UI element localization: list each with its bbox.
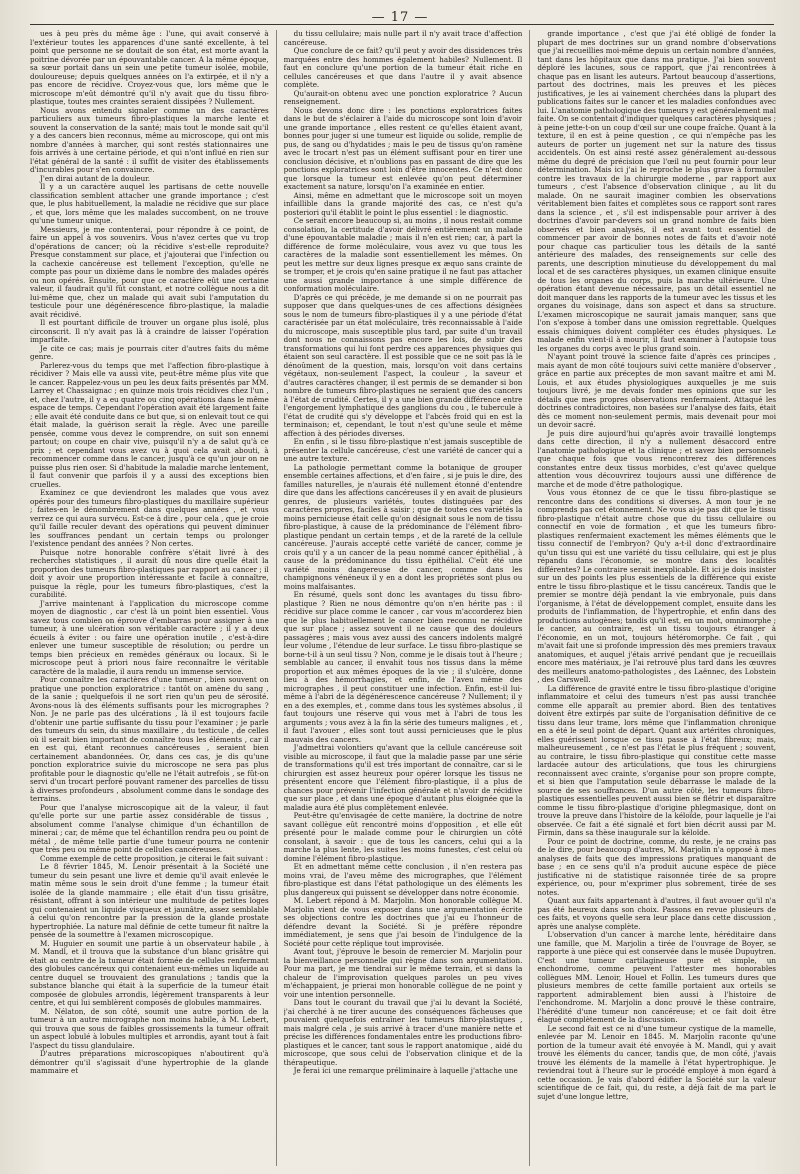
paragraph: Je cite ce cas; mais je pourrais citer d'autres faits du même genre. — [30, 343, 269, 361]
paragraph: Qu'aurait-on obtenu avec une ponction exploratrice ? Aucun renseignement. — [283, 88, 523, 106]
paragraph: J'en dirai autant de la douleur. — [40, 173, 151, 183]
column-divider — [529, 30, 530, 1166]
paragraph: M. Lebert répond à M. Marjolin. Mon honorable collègue M. Marjolin vient de vous exposer dans une argumentation écrite ses objections contre les doctrines que j'ai eu l'honneur de défendre devant la Société. Si je préfère répondre immédiatement, je sens que j'ai besoin de l'indulgence de la Société pour cette réplique tout improvisée. — [283, 896, 523, 948]
paragraph: La différence de gravité entre le tissu fibro-plastique d'origine inflammatoire et celui des tumeurs n'est pas aussi tranchée comme elle apparaît au premier abord. Bien des tentatives doivent être extirpés par suite de l'organisation définitive de ce tissu dans leur trame, lors même que l'inflammation chronique en a été le seul point de départ. Quant aux artérites chroniques, elles guérissent lorsque ce tissu passe à l'état fibreux; mais, malheureusement , ce n'est pas l'état le plus fréquent ; souvent, au contraire, le tissu fibro-plastique qui constitue cette masse lardacée autour des articulations, que tous les chirurgiens reconnaissent avec crainte, s'organise pour son propre compte, et si bien que l'amputation seule débarrasse le malade de la source de ses souffrances. D'un autre côté, les tumeurs fibro-plastiques essentielles peuvent aussi bien se flétrir et disparaître comme le tissu fibro-plastique d'origine phlegmasique, dont on trouve la preuve dans l'histoire de la kéloïde, pour laquelle je l'ai observée. Ce fait a été signalé et fort bien décrit aussi par M. Firmin, dans sa thèse inaugurale sur la kéloïde. — [537, 683, 776, 837]
paragraph: Quant aux faits appartenant à d'autres, il faut avouer qu'il n'a pas été heureux dans son choix. Passons en revue plusieurs de ces faits, et voyons quelle sera leur place dans cette discussion , après une analyse complète. — [537, 896, 776, 931]
column-middle — [284, 30, 523, 1166]
paragraph: ues à peu près du même âge : l'une, qui avait conservé à l'extérieur toutes les apparences d'une santé excellente, à tel point que personne ne se doutait de son état, est morte avant la poitrine dévorée par un épouvantable cancer. A la même époque, sa sœur portait dans un sein une petite tumeur isolée, mobile, douloureuse; depuis quelques années on l'a extirpée, et il n'y a pas encore de récidive. Croyez-vous que, lors même que le microscope m'eût démontré qu'il n'y avait que du tissu fibro-plastique, toutes mes craintes seraient dissipées ? Nullement. — [30, 30, 269, 106]
header-rule — [30, 24, 774, 25]
paragraph: grande importance , c'est que j'ai été obligé de fonder la plupart de mes doctrines sur un grand nombre d'observations que j'ai recueillies moi-même depuis un certain nombre d'années, tant dans les hôpitaux que dans ma pratique. J'ai bien souvent déploré les lacunes, sous ce rapport, que j'ai rencontrées à chaque pas en lisant les auteurs. Partout beaucoup d'assertions, partout des doctrines, mais les preuves et les pièces justificatives, je les ai vainement cherchées dans la plupart des publications faites sur le cancer et les maladies confondues avec lui. L'anatomie pathologique des tumeurs y est généralement mal faite. On se contentait d'indiquer quelques caractères physiques ; à peine jette-t-on un coup d'œil sur une coupe fraîche. Quant à la texture, il en est à peine question , ce qui n'empêche pas les auteurs de porter un jugement net sur la nature des tissus accidentels. On est ainsi resté assez généralement au-dessous même du degré de précision que l'œil nu peut fournir pour leur détermination. Mais ici j'ai le reproche le plus grave à formuler contre les travaux de la chirurgie moderne , par rapport aux tumeurs , c'est l'absence d'observation clinique , au lit du malade. On ne saurait imaginer combien les observations véritablement bien faites et complètes sous ce rapport sont rares dans la science , et , s'il est indispensable pour arriver à des doctrines d'avoir par-devers soi un grand nombre de faits bien observés et bien analysés, il est avant tout essentiel de commencer par avoir de bonnes notes de faits et d'avoir noté pour chaque cas particulier tous les détails de la santé antérieure des malades, des renseignements sur celle des parents, une description minutieuse du développement du mal local et de ses caractères physiques, un examen clinique ensuite de tous les organes du corps, puis la marche ultérieure. Une opération étant devenue nécessaire, pas un détail essentiel ne doit manquer dans les rapports de la tumeur avec les tissus et les organes du voisinage, dans son aspect et dans sa structure. L'examen microscopique ne saurait jamais manquer, sans que l'on s'expose à tomber dans une omission regrettable. Quelques essais chimiques doivent compléter ces études physiques. Le malade enfin vient-il à mourir, il faut examiner à l'autopsie tous les organes du corps avec le plus grand soin. — [537, 30, 776, 353]
paragraph: Peut-être qu'envisagée de cette manière, la doctrine de notre savant collègue eût rencontré moins d'opposition , et elle eût présenté pour le malade comme pour le chirurgien un côté consolant, à savoir : que de tous les cancers, celui qui a la marche la plus lente, les suites les moins funestes, c'est celui où domine l'élément fibro-plastique. — [283, 811, 523, 863]
paragraph: N'ayant point trouvé la science faite d'après ces principes , mais ayant de mon côté toujours suivi cette manière d'observer , grâce en partie aux préceptes de mon savant maître et ami M. Louis, et aux études physiologiques auxquelles je me suis toujours livré, je me devais fonder mes opinions que sur les détails que mes propres observations renfermaient. Attaqué les doctrines contradictoires, non basées sur l'analyse des faits, était dès ce moment non-seulement permis, mais devenait pour moi un devoir sacré. — [537, 352, 776, 429]
paragraph: Pour connaître les caractères d'une tumeur , bien souvent on pratique une ponction exploratrice : tantôt on amène du sang , de la sanie ; quelquefois il ne sort rien qu'un peu de sérosité. Avons-nous là des éléments suffisants pour les micrographes ? Non. Je ne parle pas des ulcérations , là il est toujours facile d'obtenir une partie suffisante du tissu pour l'examiner ; je parle des tumeurs du sein, du sinus maxillaire , du testicule , de celles où il serait bien important de connaître tous les éléments , car il en est qui, étant reconnues cancéreuses , seraient bien certainement abandonnées. Or, dans ces cas, je dis qu'une ponction exploratrice suivie du microscope ne sera pas plus profitable pour le diagnostic qu'elle ne l'était autrefois , se fût-on servi d'un trocart perforé pouvant ramener des parcelles de tissu à diverses profondeurs , absolument comme dans le sondage des terrains. — [30, 675, 269, 803]
paragraph: Vous vous étonnez de ce que le tissu fibro-plastique se rencontre dans des conditions si diverses. A mon tour je ne comprends pas cet étonnement. Ne vous ai-je pas dit que le tissu fibro-plastique n'était autre chose que du tissu cellulaire ou connectif en voie de formation , et que les tumeurs fibro-plastiques renfermaient exactement les mêmes éléments que le tissu connectif de l'embryon? Qu'y a-t-il donc d'extraordinaire qu'un tissu qui est une variété du tissu cellulaire, qui est je plus répandu dans l'économie, se montre dans des localités différentes? Le contraire serait inexplicable. Et ici je dois insister sur un des points les plus essentiels de la différence qui existe entre le tissu fibro-plastique et le tissu cancéreux. Tandis que le premier se montre déjà pendant la vie embryonale, puis dans l'organisme, à l'état de développement complet, ensuite dans les produits de l'inflammation, de l'hypertrophie, et enfin dans des productions autogènes; tandis qu'il est, en un mot, omnimorphe ; le cancer, au contraire, est un tissu toujours étranger à l'économie, en un mot, toujours hétéromorphe. Ce fait , qui m'avait fait une si profonde impression dès mes premiers travaux anatomiques, et auquel j'étais arrivé pendant que je recueillais encore mes matériaux, je l'ai retrouvé plus tard dans les œuvres des meilleurs anatomo-pathologistes , des Laënnec, des Lobstein , des Carswell. — [537, 488, 776, 684]
paragraph: En résumé, quels sont donc les avantages du tissu fibro-plastique ? Rien ne nous démontre qu'on n'en hérite pas : il récidive sur place comme le cancer , car vous m'accorderez bien que le plus habituellement le cancer bien reconnu ne récidive que sur place ; assez souvent il ne cause que des douleurs passagères ; mais vous avez aussi des cancers indolents malgré leur volume , l'étendue de leur surface. Le tissu fibro-plastique se borne-t-il à un seul tissu ? Non, comme je le disais tout à l'heure ; semblable au cancer, il envahit tous nos tissus dans la même proportion et aux mêmes époques de la vie ; il s'ulcère, donne lieu à des hémorrhagies, et enfin, de l'aveu même des micrographes , il peut constituer une infection. Enfin, est-il lui-même à l'abri de la dégénérescence cancéreuse ? Nullement; il y en a des exemples, et , comme dans tous les systèmes absolus , il faut toujours une réserve qui vous met à l'abri de tous les arguments ; vous avez à la fin la série des tumeurs malignes , et , il faut l'avouer , elles sont tout aussi pernicieuses que le plus mauvais des cancers. — [283, 590, 523, 744]
paragraph: Pour que l'analyse microscopique ait de la valeur, il faut qu'elle porte sur une partie assez considérable de tissus , absolument comme l'analyse chimique d'un échantillon de minerai ; car, de même que tel échantillon rendra peu ou point de métal , de même telle partie d'une tumeur pourra ne contenir que très peu ou même point de cellules cancéreuses. — [30, 802, 269, 854]
column-left — [30, 30, 269, 1166]
paragraph: Parlerez-vous du temps que met l'affection fibro-plastique à récidiver ? Mais elle va aussi vite, peut-être même plus vite que le cancer. Rappelez-vous un peu les deux faits présentés par MM. Larrey et Chassaignac ; en quinze mois trois récidives chez l'un , et, chez l'autre, il y a eu quatre ou cinq opérations dans le même espace de temps. Cependant l'opération avait été largement faite ; elle avait été conduite dans ce but que, si on enlevait tout ce qui était malade, la guérison serait la règle. Avec une pareille pensée, comme vous devez le comprendre, on suit son ennemi partout; on coupe en chair vive, puisqu'il n'y a de salut qu'à ce prix ; et cependant vous avez vu à quoi cela avait abouti, à recommencer comme dans le cancer, jusqu'à ce qu'un jour on ne puisse plus rien oser. Si d'habitude la maladie marche lentement, il faut convenir que parfois il y a aussi des exceptions bien cruelles. — [30, 360, 269, 489]
paragraph: Ce serait encore beaucoup si, au moins , il nous restait comme consolation, la certitude d'avoir délivré entièrement un malade d'une épouvantable maladie ; mais il n'en est rien; car, à part la différence de forme moléculaire, vous avez vu que tous les caractères de la maladie sont essentiellement les mêmes. On peut les mettre sur deux lignes presque ex æquo sans crainte de se tromper, et je crois qu'en saine pratique il ne faut pas attacher une aussi grande importance à une simple différence de conformation moléculaire. — [283, 216, 523, 293]
paragraph: Messieurs, je me contenterai, pour répondre à ce point, de faire un appel à vos souvenirs. Vous n'avez certes que vu trop d'opérations de cancer; où la récidive s'est-elle reproduite? Presque constamment sur place, et j'ajouterai que l'infection ou la cachexie cancéreuse est tellement l'exception, qu'elle ne compte pas pour un dixième dans le nombre des malades opérés ou non opérés. Ensuite, pour que ce caractère eût une certaine valeur, il faudrait qu'il fût constant, et notre collègue nous a dit lui-même que, chez un malade qui avait subi l'amputation du testicule pour une dégénérescence fibro-plastique, la maladie avait récidivé. — [30, 224, 269, 319]
paragraph: En enfin , si le tissu fibro-plastique n'est jamais susceptible de présenter la cellule cancéreuse, c'est une variété de cancer qui a une autre texture. — [283, 437, 523, 463]
column-divider — [276, 30, 277, 1166]
paragraph: Pour ce point de doctrine, comme, du reste, je ne crains pas de le dire, pour beaucoup d'autres, M. Marjolin n'a opposé à mes analyses de faits que des impressions pratiques manquant de base ; en ce sens qu'il n'a produit aucune espèce de pièce justificative ni de statistique raisonnée tirée de sa propre expérience, ou, pour m'exprimer plus sobrement, tirée de ses notes. — [537, 836, 776, 897]
paragraph: Je ferai ici une remarque préliminaire à laquelle j'attache une — [293, 1066, 518, 1075]
paragraph: Le second fait est ce ni d'une tumeur cystique de la mamelle, enlevée par M. Lenoir en 1845. M. Marjolin raconte qu'une portion de la tumeur avait été envoyée à M. Mandl, qui y avait trouvé les éléments du cancer, tandis que, de mon côté, j'avais trouvé les éléments de la mamelle à l'état hypertrophique. Je reviendrai tout à l'heure sur le procédé employé à mon égard à cette occasion. Je vais d'abord édifier la Société sur la valeur scientifique de ce fait, qui, du reste, a déjà fait de ma part le sujet d'une longue lettre, — [537, 1023, 776, 1101]
paragraph: Il y a un caractère auquel les partisans de cette nouvelle classification semblent attacher une grande importance ; c'est que, le plus habituellement, la maladie ne récidive que sur place , et que, lors même que les malades succombent, on ne trouve qu'une tumeur unique. — [30, 182, 269, 225]
paragraph: Je puis dire aujourd'hui qu'après avoir travaillé longtemps dans cette direction, il n'y a nullement désaccord entre l'anatomie pathologique et la clinique ; et savez bien personnels que chaque fois que vous rencontrerez des différences constantes entre deux tissus morbides, c'est qu'avec quelque attention vous découvrirez toujours aussi une différence de marche et de mode d'être pathologique. — [537, 428, 776, 489]
paragraph: Avant tout, j'éprouve le besoin de remercier M. Marjolin pour la bienveillance personnelle qui règne dans son argumentation. Pour ma part, je me tiendrai sur le même terrain, et si dans la chaleur de l'improvisation quelques paroles un peu vives m'échappaient, je prierai mon honorable collègue de ne point y voir une intention personnelle. — [283, 947, 523, 999]
paragraph: La pathologie permettant comme la botanique de grouper ensemble certaines affections, et d'en faire , si je puis le dire, des familles naturelles, je n'aurais été nullement étonné d'entendre dire que dans les affections cancéreuses il y en avait de plusieurs genres, de plusieurs variétés, toutes distinguées par des caractères propres, faciles à saisir ; que de toutes ces variétés la moins pernicieuse était celle qu'on désignait sous le nom de tissu fibro-plastique, à cause de la prédominance de l'élément fibro-plastique pendant un certain temps , et de la rareté de la cellule cancéreuse. J'aurais accepté cette variété de cancer, comme je crois qu'il y a un cancer de la peau nommé cancer épithélial , à cause de la prédominance du tissu épithélial. C'eût été une variété moins dangereuse de cancer, comme dans les champignons vénéneux il y en a dont les propriétés sont plus ou moins malfaisantes. — [283, 462, 523, 591]
paragraph: Et en admettant même cette conclusion , il n'en restera pas moins vrai, de l'aveu même des micrographes, que l'élément fibro-plastique est dans l'état pathologique un des éléments les plus dangereux qui puissent se développer dans notre économie. — [283, 862, 523, 897]
column-right — [537, 30, 776, 1166]
paragraph: Nous avons entendu signaler comme un des caractères particuliers aux tumeurs fibro-plastiques la marche lente et souvent la conservation de la santé; mais tout le monde sait qu'il y a des cancers bien reconnus, même au microscope, qui ont mis nombre d'années à marcher, qui sont restés stationnaires une fois arrivés à une certaine période, et qui n'ont influé en rien sur l'état général de la santé : il suffit de visiter des établissements d'incurables pour s'en convaincre. — [30, 105, 269, 174]
paragraph: L'observation d'un cancer à marche lente, héréditaire dans une famille, que M. Marjolin a tirée de l'ouvrage de Boyer, se rapporte à une pièce qui est conservée dans le musée Dupuytren. C'est une tumeur cartilagineuse pure et simple, un enchondrome, comme peuvent l'attester mes honorables collègues MM. Lenoir, Houel et Follin. Les tumeurs dures que plusieurs membres de cette famille portaient aux orteils se rapportent admirablement bien aussi à l'histoire de l'enchondrome. M. Marjolin a donc prouvé le thèse contraire, l'hérédité d'une tumeur non cancéreuse; et ce fait doit être élagué complètement de la discussion. — [537, 930, 776, 1024]
paragraph: Dans tout le courant du travail que j'ai lu devant la Société, j'ai cherché à ne tirer aucune des conséquences fâcheuses que pouvaient quelquefois entraîner les tumeurs fibro-plastiques , mais malgré cela , je suis arrivé à tracer d'une manière nette et précise les différences fondamentales entre les productions fibro-plastiques et le cancer, tant sous le rapport anatomique , aidé du microscope, que sous celui de l'observation clinique et de la thérapeutique. — [283, 998, 523, 1067]
paragraph: M. Huguier en soumit une partie à un observateur habile , à M. Mandl, et il trouva que la substance d'un blanc grisâtre qui était au centre de la tumeur était formée de cellules renfermant des globules cancéreux qui contenaient eux-mêmes un liquide au centre duquel se trouvaient des granulations ; tandis que la substance blanche qui était à la superficie de la tumeur était composée de globules arrondis, légèrement transparents à leur centre, et qui lui semblèrent composés de globules mammaires. — [30, 938, 269, 1007]
paragraph: D'autres préparations microscopiques n'aboutirent qu'à démontrer qu'il s'agissait d'une hypertrophie de la glande mammaire et — [30, 1049, 269, 1075]
paragraph: D'après ce qui précède, je me demande si on ne pourrait pas supposer que dans quelques-unes de ces affections désignées sous le nom de tumeurs fibro-plastiques il y a une période d'état caractérisée par un état moléculaire, très reconnaissable à l'aide du microscope, mais susceptible plus tard, par suite d'un travail dont nous ne connaissons pas encore les lois, de subir des transformations qui lui font perdre ces apparences physiques qui étaient son seul caractère. Il est possible que ce ne soit pas là le dénoûment de la question, mais, lorsqu'on voit dans certains végétaux, non-seulement l'aspect, la couleur , la saveur et d'autres caractères changer, il est permis de se demander si bon nombre de tumeurs fibro-plastiques ne seraient que des cancers à l'état de crudité. Certes, il y a une bien grande différence entre l'engorgement lymphatique des ganglions du cou , le tubercule à l'état de crudité qui s'y développe et l'abcès froid qui en est la terminaison; et, cependant, le tout n'est qu'une seule et même affection à des périodes diverses. — [283, 292, 523, 438]
text-columns — [30, 30, 776, 1166]
paragraph: J'arrive maintenant à l'application du microscope comme moyen de diagnostic , car c'est là un point bien essentiel. Vous savez tous combien on éprouve d'embarras pour assigner à une tumeur, à une ulcération son véritable caractère ; il y a deux écueils à éviter : ou faire une opération inutile , c'est-à-dire enlever une tumeur susceptible de résolution; ou perdre un temps bien précieux en remèdes généraux ou locaux. Si le microscope peut à priori nous faire reconnaître le véritable caractère de la maladie, il aura rendu un immense service. — [30, 598, 269, 676]
paragraph: Il est pourtant difficile de trouver un organe plus isolé, plus circonscrit. Il n'y avait pas là à craindre de laisser l'opération imparfaite. — [30, 318, 269, 344]
paragraph: Comme exemple de cette proposition, je citerai le fait suivant : — [40, 853, 269, 863]
paragraph: Nous devons donc dire : les ponctions exploratrices faites dans le but de s'éclairer à l'aide du microscope sont loin d'avoir une grande importance , elles restent ce qu'elles étaient avant, bonnes pour juger si une tumeur est liquide ou solide, remplie de pus, de sang ou d'hydatides ; mais le peu de tissus qu'on ramène avec le trocart n'est pas un élément suffisant pour en tirer une conclusion décisive, et n'oublions pas en passant de dire que les ponctions exploratrices sont loin d'être innocentes. Ce n'est donc que lorsque la tumeur est enlevée qu'on peut déterminer exactement sa nature, lorsqu'on l'a examinée en entier. — [283, 105, 523, 191]
page-number: — 17 — — [371, 10, 429, 25]
paragraph: Puisque notre honorable confrère s'était livré à des recherches statistiques , il aurait dû nous dire quelle était la proportion des tumeurs fibro-plastiques par rapport au cancer ; il doit y avoir une proportion intéressante et facile à connaître, puisque la règle, pour les tumeurs fibro-plastiques, c'est la curabilité. — [30, 547, 269, 599]
paragraph: Ainsi, même en admettant que le microscope soit un moyen infaillible dans la grande majorité des cas, ce n'est qu'a posteriori qu'il établit le point le plus essentiel : le diagnostic. — [283, 190, 523, 217]
paragraph: J'admettrai volontiers qu'avant que la cellule cancéreuse soit visible au microscope, il faut que la maladie passe par une série de transformations qu'il est très important de connaître, car si le chirurgien est assez heureux pour opérer lorsque les tissus ne présentent encore que l'élément fibro-plastique, il a plus de chances pour prévenir l'infection générale et n'avoir de récidive que sur place , et dans une époque d'autant plus éloignée que la maladie aura été plus complètement enlevée. — [283, 743, 523, 812]
paragraph: du tissu cellulaire; mais nulle part il n'y avait trace d'affection cancéreuse. — [283, 30, 523, 47]
paragraph: Examinez ce que deviendront les malades que vous avez opérés pour des tumeurs fibro-plastiques du maxillaire supérieur ; faites-en le dénombrement dans quelques années , et vous verrez ce qui aura survécu. Est-ce à dire , pour cela , que je croie qu'il faille reculer devant des opérations qui peuvent diminuer les souffrances pendant un certain temps ou prolonger l'existence pendant des années ? Non certes. — [30, 488, 269, 548]
paragraph: M. Nélaton, de son côté, soumit une autre portion de la tumeur à un autre micrographe non moins habile, à M. Lebert, qui trouva que sous de faibles grossissements la tumeur offrait un aspect lobulé à lobules multiples et arrondis, ayant tout à fait l'aspect du tissu glandulaire. — [30, 1006, 269, 1050]
paragraph: Que conclure de ce fait? qu'il peut y avoir des dissidences très marquées entre des hommes également habiles? Nullement. Il faut en conclure qu'une portion de la tumeur était riche en cellules cancéreuses et que dans l'autre il y avait absence complète. — [283, 46, 523, 89]
paragraph: Le 8 février 1845, M. Lenoir présentait à la Société une tumeur du sein pesant une livre et demie qu'il avait enlevée le matin même sous le sein droit d'une femme ; la tumeur était isolée de la glande mammaire ; elle était d'un tissu grisâtre, résistant, offrant à son intérieur une multitude de petites loges qui contenaient un liquide visqueux et jaunâtre, assez semblable à celui qu'on rencontre par la pression de la glande prostate hypertrophiée. La nature mal définie de cette tumeur fit naître la pensée de la soumettre à l'examen microscopique. — [30, 862, 269, 939]
